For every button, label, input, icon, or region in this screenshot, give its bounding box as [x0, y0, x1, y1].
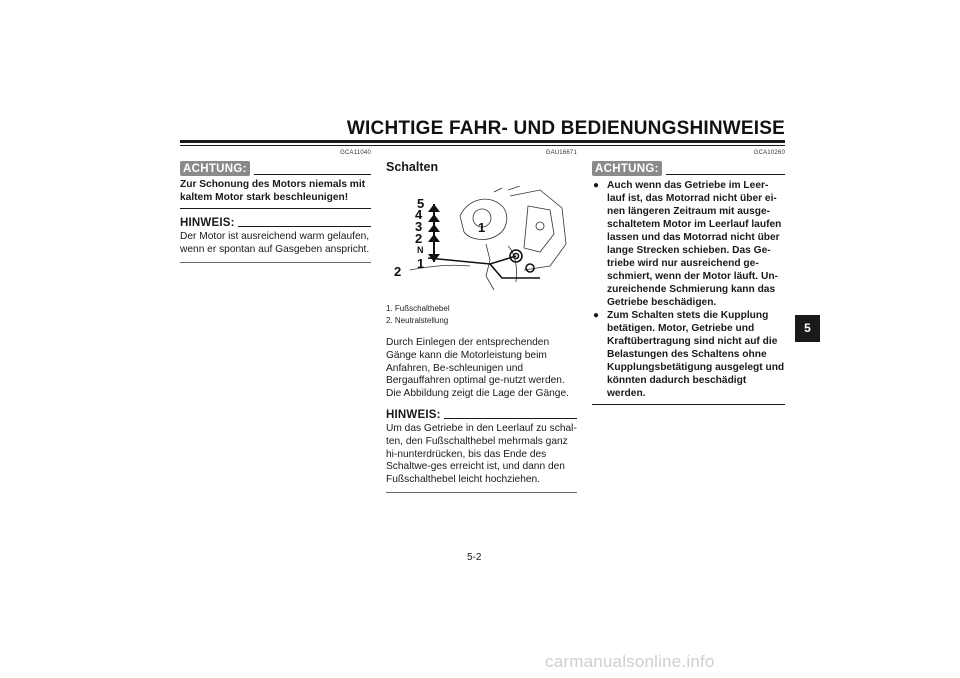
- reference-code: GAU16671: [545, 150, 577, 156]
- figure-legend: [386, 303, 577, 327]
- title-rule: [180, 140, 785, 143]
- note-text: Der Motor ist ausreichend warm gelaufen, wenn er spontan auf Gasgeben anspricht.: [180, 231, 370, 255]
- caution-end-rule: [180, 208, 371, 209]
- note-end-rule: [180, 262, 371, 263]
- side-cover: [524, 206, 554, 252]
- caution-text: Zur Schonung des Motors niemals mit kaltem Motor stark beschleunigen!: [180, 179, 366, 203]
- column-middle: [386, 150, 577, 493]
- column-left: [180, 150, 371, 263]
- footrest-mount: [526, 264, 534, 272]
- paragraph: Die Abbildung zeigt die Lage der Gänge.: [386, 388, 569, 400]
- legend-item: 2. Neutralstellung: [386, 316, 449, 325]
- caution-header-line: [254, 174, 371, 175]
- section-title: Schalten: [386, 160, 439, 174]
- gear-label-5: 5: [417, 196, 425, 211]
- shift-lever-rod: [428, 256, 516, 264]
- gear-label-3: 3: [415, 219, 423, 234]
- caution-header: [592, 161, 785, 176]
- caution-header: [180, 161, 371, 176]
- caution-header-line: [666, 174, 785, 175]
- legend-item: 1. Fußschalthebel: [386, 304, 450, 313]
- gear-label-4: 4: [415, 207, 423, 222]
- watermark: carmanualsonline.info: [545, 652, 715, 671]
- list-item: [592, 309, 785, 400]
- gear-label-2: 2: [415, 231, 423, 246]
- upper-lines: [494, 186, 520, 192]
- gear-arrows: [428, 204, 440, 262]
- callout-shift-lever: 1: [478, 220, 486, 235]
- page-number: 5-2: [467, 552, 482, 563]
- callout-neutral: 2: [394, 264, 402, 279]
- note-header: [180, 217, 371, 229]
- reference-code: GCA10260: [753, 150, 785, 156]
- column-right: [592, 150, 785, 405]
- note-label: HINWEIS:: [386, 408, 441, 421]
- page-title: WICHTIGE FAHR- UND BEDIENUNGSHINWEISE: [346, 118, 785, 139]
- bullet-icon: ●: [593, 180, 600, 191]
- note-end-rule: [386, 492, 577, 493]
- gear-shift-figure: [390, 186, 570, 291]
- gear-label-neutral: N: [417, 245, 424, 255]
- caution-end-rule: [592, 404, 785, 405]
- reference-code: GCA11040: [340, 150, 371, 156]
- list-item: [592, 179, 785, 309]
- bullet-text: Zum Schalten stets die Kupplung betätigen. Motor, Getriebe und Kraftübertragung sind nicht auf die Belastungen des Schaltens ohne Kupplungsbetätigung ausgelegt und könnten dadurch beschädigt werden.: [607, 310, 785, 399]
- chapter-tab: 5: [795, 315, 820, 342]
- note-text: Um das Getriebe in den Leerlauf zu schal-ten, den Fußschalthebel mehrmals ganz hi-nunterdrücken, bis das Ende des Schaltwe-ges erreicht ist, und dann den Fußschalthebel leicht hochziehen.: [386, 422, 577, 486]
- note-label: HINWEIS:: [180, 217, 235, 229]
- caution-badge: ACHTUNG:: [592, 161, 662, 176]
- bullet-text: Auch wenn das Getriebe im Leer-lauf ist, das Motorrad nicht über ei-nen längeren Zeitraum mit ausge-schaltetem Motor im Leerlauf laufen lassen und das Motorrad nicht über lange Strecken schieben. Das Ge-triebe wird nur ausreichend ge-schmiert, wenn der Motor läuft. Un-zureichende Schmierung kann das Getriebe beschädigen.: [607, 180, 782, 308]
- paragraph: Durch Einlegen der entsprechenden Gänge kann die Motorleistung beim Anfahren, Be-schleunigen und Bergauffahren optimal ge-nutzt werden.: [386, 337, 565, 387]
- note-header: [386, 409, 577, 421]
- bullet-icon: ●: [593, 310, 600, 321]
- note-header-line: [444, 418, 577, 419]
- cover-bolt: [536, 222, 544, 230]
- title-rule-thin: [180, 145, 785, 146]
- gear-label-1: 1: [417, 256, 425, 271]
- arrow-shaft: [433, 204, 435, 262]
- caution-badge: ACHTUNG:: [180, 161, 250, 176]
- caution-bullet-list: [592, 179, 785, 404]
- note-header-line: [238, 226, 371, 227]
